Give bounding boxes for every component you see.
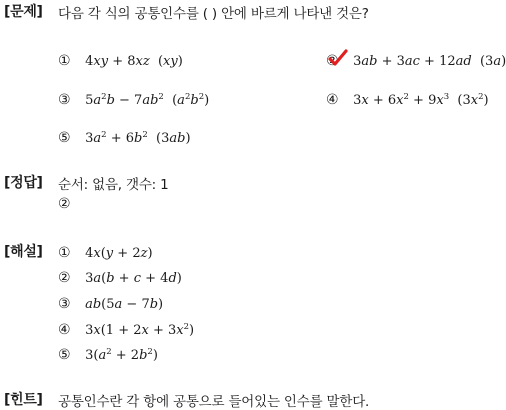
explanation-number: ⑤: [58, 347, 71, 363]
option-number: ②: [326, 53, 339, 69]
explanation-expression: 3a(b + c + 4d): [85, 271, 182, 286]
question-text: 다음 각 식의 공통인수를 ( ) 안에 바르게 나타낸 것은?: [58, 6, 369, 22]
explanation-number: ①: [58, 245, 71, 261]
option-expression: $3a^2 + 6b^2$ (3ab): [85, 130, 191, 146]
hint-tag: [힌트]: [4, 392, 43, 408]
explanation-item-2: [58, 267, 182, 286]
hint-text: 공통인수란 각 항에 공통으로 들어있는 인수를 말한다.: [58, 394, 370, 410]
option-4[interactable]: [326, 89, 489, 108]
option-expression: 4xy + 8xz (xy): [85, 54, 183, 69]
option-expression: $3x + 6x^2 + 9x^3$ $(3x^2)$: [353, 92, 489, 108]
explanation-item-5: [58, 344, 158, 363]
checkmark-icon: [328, 48, 348, 68]
explanation-expression: ab(5a − 7b): [85, 297, 164, 312]
explanation-expression: 4x(y + 2z): [85, 246, 153, 261]
option-expression: 3ab + 3ac + 12ad (3a): [353, 54, 506, 69]
explanation-number: ③: [58, 296, 71, 312]
option-number: ③: [58, 92, 71, 108]
explanation-item-4: [58, 319, 194, 338]
explanation-expression: $3(a^2 + 2b^2)$: [85, 347, 158, 363]
option-number: ①: [58, 53, 71, 69]
explanation-number: ④: [58, 322, 71, 338]
answer-line: 순서: 없음, 갯수: 1: [58, 177, 169, 193]
explanation-item-3: [58, 293, 163, 312]
question-tag: [문제]: [4, 4, 43, 20]
option-5[interactable]: [58, 127, 191, 146]
answer-number: ②: [58, 196, 71, 212]
option-3[interactable]: [58, 89, 209, 108]
answer-tag: [정답]: [4, 175, 43, 191]
option-number: ④: [326, 92, 339, 108]
explanation-tag: [해설]: [4, 244, 43, 260]
explanation-number: ②: [58, 270, 71, 286]
option-number: ⑤: [58, 130, 71, 146]
option-2[interactable]: [326, 50, 506, 69]
option-expression: $5a^2b - 7ab^2$ $(a^2b^2)$: [85, 92, 210, 108]
option-1[interactable]: [58, 50, 183, 69]
explanation-item-1: [58, 242, 153, 261]
explanation-expression: $3x(1 + 2x + 3x^2)$: [85, 322, 195, 338]
